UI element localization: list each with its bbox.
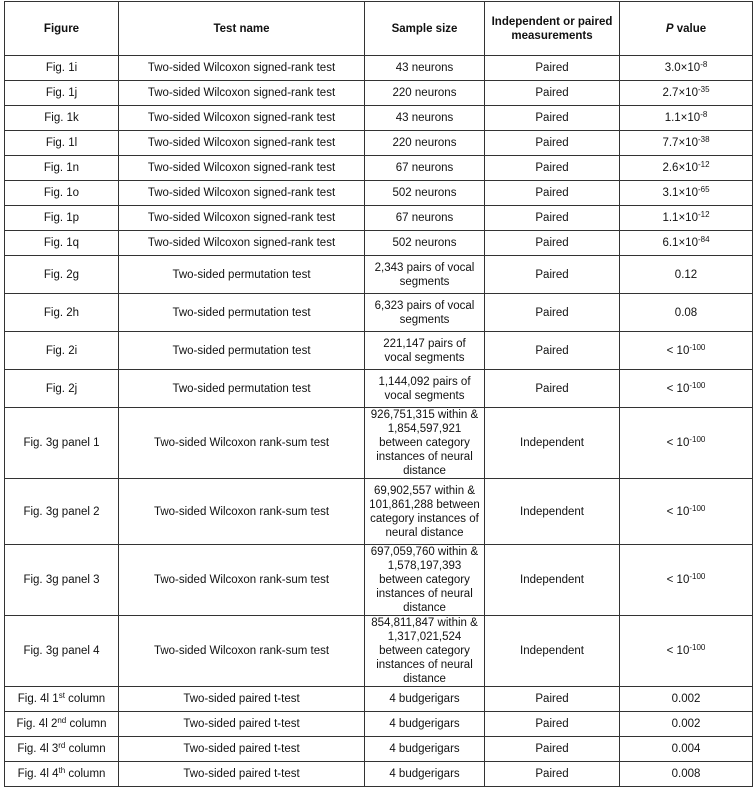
cell-p-value (620, 332, 753, 370)
cell-p-value (620, 762, 753, 787)
cell-p-value (620, 479, 753, 545)
p-value-exponent: -38 (697, 135, 710, 144)
cell-figure (5, 181, 119, 206)
cell-p-value (620, 81, 753, 106)
p-value-base: < 10 (666, 382, 690, 395)
cell-figure (5, 206, 119, 231)
cell-figure (5, 156, 119, 181)
figure-label: Fig. 2j (45, 382, 78, 395)
table-row (5, 479, 753, 545)
p-value-base: < 10 (666, 505, 690, 518)
p-value-base: < 10 (666, 437, 690, 449)
table-row (5, 616, 753, 687)
table-row (5, 106, 753, 131)
cell-measurement: Paired (485, 231, 620, 256)
cell-measurement: Independent (485, 408, 620, 479)
cell-sample-size: 697,059,760 within & 1,578,197,393 between category instances of neural distance (365, 545, 485, 616)
p-value-exponent: -84 (697, 235, 710, 244)
cell-test-name: Two-sided Wilcoxon signed-rank test (119, 81, 365, 106)
p-value-exponent: -100 (689, 503, 706, 513)
header-test-name: Test name (119, 2, 365, 56)
p-value-exponent: -100 (689, 380, 706, 390)
figure-label: Fig. 2i (45, 344, 78, 357)
cell-sample-size: 43 neurons (365, 106, 485, 131)
figure-suffix: column (64, 693, 106, 705)
figure-label: Fig. 3g panel 1 (23, 437, 100, 449)
p-value-base: 0.12 (674, 268, 698, 281)
cell-test-name: Two-sided Wilcoxon signed-rank test (119, 131, 365, 156)
figure-suffix: column (65, 768, 106, 780)
cell-test-name: Two-sided permutation test (119, 256, 365, 294)
header-figure: Figure (5, 2, 119, 56)
table-row (5, 131, 753, 156)
cell-test-name: Two-sided paired t-test (119, 712, 365, 737)
cell-sample-size: 854,811,847 within & 1,317,021,524 between category instances of neural distance (365, 616, 485, 687)
p-value-exponent: -100 (689, 435, 706, 444)
cell-measurement: Paired (485, 762, 620, 787)
cell-sample-size: 220 neurons (365, 81, 485, 106)
figure-ordinal-superscript: rd (58, 741, 66, 750)
cell-sample-size: 6,323 pairs of vocal segments (365, 294, 485, 332)
cell-p-value (620, 737, 753, 762)
cell-figure (5, 545, 119, 616)
statistics-table (4, 1, 753, 787)
cell-figure (5, 332, 119, 370)
p-value-base: 2.7×10 (662, 87, 698, 99)
figure-label: Fig. 4l 3 (17, 743, 59, 755)
cell-test-name: Two-sided permutation test (119, 370, 365, 408)
figure-label: Fig. 4l 1 (17, 693, 59, 705)
cell-test-name: Two-sided paired t-test (119, 737, 365, 762)
cell-test-name: Two-sided Wilcoxon signed-rank test (119, 106, 365, 131)
cell-p-value (620, 56, 753, 81)
table-row (5, 156, 753, 181)
p-value-base: 1.1×10 (664, 112, 701, 124)
figure-label: Fig. 1i (45, 62, 78, 74)
cell-figure (5, 231, 119, 256)
p-value-base: < 10 (666, 645, 690, 657)
cell-sample-size: 67 neurons (365, 206, 485, 231)
cell-sample-size: 220 neurons (365, 131, 485, 156)
cell-figure (5, 294, 119, 332)
cell-test-name: Two-sided Wilcoxon signed-rank test (119, 181, 365, 206)
cell-figure (5, 131, 119, 156)
cell-p-value (620, 616, 753, 687)
figure-label: Fig. 1j (45, 87, 78, 99)
table-row (5, 712, 753, 737)
cell-figure (5, 762, 119, 787)
header-p-rest: value (673, 22, 707, 35)
p-value-base: 0.002 (671, 693, 701, 705)
cell-test-name: Two-sided Wilcoxon rank-sum test (119, 545, 365, 616)
cell-figure (5, 479, 119, 545)
table-row (5, 81, 753, 106)
cell-sample-size: 926,751,315 within & 1,854,597,921 between category instances of neural distance (365, 408, 485, 479)
cell-measurement: Paired (485, 687, 620, 712)
header-row (5, 2, 753, 56)
cell-test-name: Two-sided Wilcoxon rank-sum test (119, 479, 365, 545)
cell-sample-size: 4 budgerigars (365, 712, 485, 737)
p-value-exponent: -65 (697, 185, 710, 194)
p-value-exponent: -12 (697, 210, 710, 219)
p-value-base: 3.0×10 (664, 62, 701, 74)
cell-sample-size: 1,144,092 pairs of vocal segments (365, 370, 485, 408)
p-value-exponent: -35 (697, 85, 710, 94)
cell-figure (5, 408, 119, 479)
table-row (5, 737, 753, 762)
cell-figure (5, 81, 119, 106)
p-value-exponent: -100 (689, 342, 706, 352)
p-value-base: 7.7×10 (662, 137, 698, 149)
cell-test-name: Two-sided permutation test (119, 332, 365, 370)
table-row (5, 687, 753, 712)
cell-sample-size: 43 neurons (365, 56, 485, 81)
table-row (5, 181, 753, 206)
cell-p-value (620, 231, 753, 256)
figure-label: Fig. 1l (45, 137, 78, 149)
figure-label: Fig. 2g (43, 268, 80, 281)
figure-label: Fig. 1n (43, 162, 80, 174)
cell-measurement: Paired (485, 181, 620, 206)
cell-figure (5, 687, 119, 712)
cell-test-name: Two-sided paired t-test (119, 762, 365, 787)
cell-p-value (620, 181, 753, 206)
table-row (5, 256, 753, 294)
figure-ordinal-superscript: nd (57, 716, 67, 725)
cell-figure (5, 370, 119, 408)
p-value-base: < 10 (666, 344, 690, 357)
p-value-base: 0.008 (671, 768, 701, 780)
table-row (5, 762, 753, 787)
table-row (5, 56, 753, 81)
figure-label: Fig. 1p (43, 212, 80, 224)
cell-p-value (620, 545, 753, 616)
cell-figure (5, 56, 119, 81)
cell-measurement: Paired (485, 332, 620, 370)
cell-p-value (620, 206, 753, 231)
cell-p-value (620, 131, 753, 156)
p-value-base: < 10 (666, 574, 690, 586)
cell-test-name: Two-sided Wilcoxon rank-sum test (119, 616, 365, 687)
figure-label: Fig. 1q (43, 237, 80, 249)
header-sample-size: Sample size (365, 2, 485, 56)
table-row (5, 408, 753, 479)
cell-figure (5, 737, 119, 762)
cell-figure (5, 256, 119, 294)
figure-label: Fig. 3g panel 2 (23, 505, 100, 518)
cell-measurement: Paired (485, 81, 620, 106)
figure-label: Fig. 4l 2 (16, 718, 58, 730)
table-row (5, 294, 753, 332)
cell-p-value (620, 156, 753, 181)
cell-measurement: Paired (485, 131, 620, 156)
p-value-base: 0.08 (674, 306, 698, 319)
cell-sample-size: 69,902,557 within & 101,861,288 between category instances of neural distance (365, 479, 485, 545)
cell-measurement: Paired (485, 56, 620, 81)
cell-p-value (620, 256, 753, 294)
cell-test-name: Two-sided paired t-test (119, 687, 365, 712)
cell-p-value (620, 687, 753, 712)
cell-measurement: Paired (485, 370, 620, 408)
figure-label: Fig. 2h (43, 306, 80, 319)
figure-ordinal-superscript: st (58, 691, 65, 700)
table-row (5, 332, 753, 370)
cell-measurement: Independent (485, 616, 620, 687)
p-value-base: 6.1×10 (662, 237, 698, 249)
figure-label: Fig. 1o (43, 187, 80, 199)
header-p-value (620, 2, 753, 56)
cell-measurement: Paired (485, 294, 620, 332)
cell-test-name: Two-sided permutation test (119, 294, 365, 332)
cell-measurement: Paired (485, 256, 620, 294)
figure-suffix: column (65, 743, 106, 755)
cell-p-value (620, 712, 753, 737)
cell-figure (5, 616, 119, 687)
figure-label: Fig. 3g panel 3 (23, 574, 100, 586)
p-value-base: 2.6×10 (662, 162, 698, 174)
header-measurements: Independent or paired measurements (485, 2, 620, 56)
p-value-exponent: -100 (689, 643, 706, 652)
cell-sample-size: 2,343 pairs of vocal segments (365, 256, 485, 294)
cell-sample-size: 67 neurons (365, 156, 485, 181)
table-row (5, 370, 753, 408)
p-value-exponent: -8 (700, 110, 708, 119)
figure-label: Fig. 1k (44, 112, 79, 124)
cell-sample-size: 4 budgerigars (365, 687, 485, 712)
cell-measurement: Independent (485, 479, 620, 545)
p-value-exponent: -8 (700, 60, 708, 69)
table-row (5, 545, 753, 616)
cell-measurement: Paired (485, 737, 620, 762)
cell-p-value (620, 370, 753, 408)
p-value-base: 3.1×10 (662, 187, 698, 199)
cell-measurement: Paired (485, 156, 620, 181)
table-row (5, 231, 753, 256)
cell-measurement: Independent (485, 545, 620, 616)
cell-measurement: Paired (485, 106, 620, 131)
cell-p-value (620, 294, 753, 332)
cell-figure (5, 712, 119, 737)
cell-p-value (620, 408, 753, 479)
figure-suffix: column (66, 718, 107, 730)
cell-measurement: Paired (485, 206, 620, 231)
figure-label: Fig. 3g panel 4 (23, 645, 100, 657)
cell-sample-size: 221,147 pairs of vocal segments (365, 332, 485, 370)
cell-p-value (620, 106, 753, 131)
cell-figure (5, 106, 119, 131)
p-value-base: 1.1×10 (662, 212, 698, 224)
cell-test-name: Two-sided Wilcoxon signed-rank test (119, 231, 365, 256)
figure-label: Fig. 4l 4 (17, 768, 59, 780)
p-value-base: 0.004 (671, 743, 701, 755)
cell-measurement: Paired (485, 712, 620, 737)
cell-test-name: Two-sided Wilcoxon signed-rank test (119, 206, 365, 231)
cell-sample-size: 502 neurons (365, 231, 485, 256)
table-row (5, 206, 753, 231)
p-value-base: 0.002 (671, 718, 701, 730)
cell-test-name: Two-sided Wilcoxon signed-rank test (119, 56, 365, 81)
p-value-exponent: -12 (697, 160, 710, 169)
cell-test-name: Two-sided Wilcoxon signed-rank test (119, 156, 365, 181)
cell-sample-size: 4 budgerigars (365, 762, 485, 787)
cell-sample-size: 4 budgerigars (365, 737, 485, 762)
cell-sample-size: 502 neurons (365, 181, 485, 206)
figure-ordinal-superscript: th (58, 766, 66, 775)
header-p-letter: P (665, 22, 674, 35)
p-value-exponent: -100 (689, 572, 706, 581)
cell-test-name: Two-sided Wilcoxon rank-sum test (119, 408, 365, 479)
